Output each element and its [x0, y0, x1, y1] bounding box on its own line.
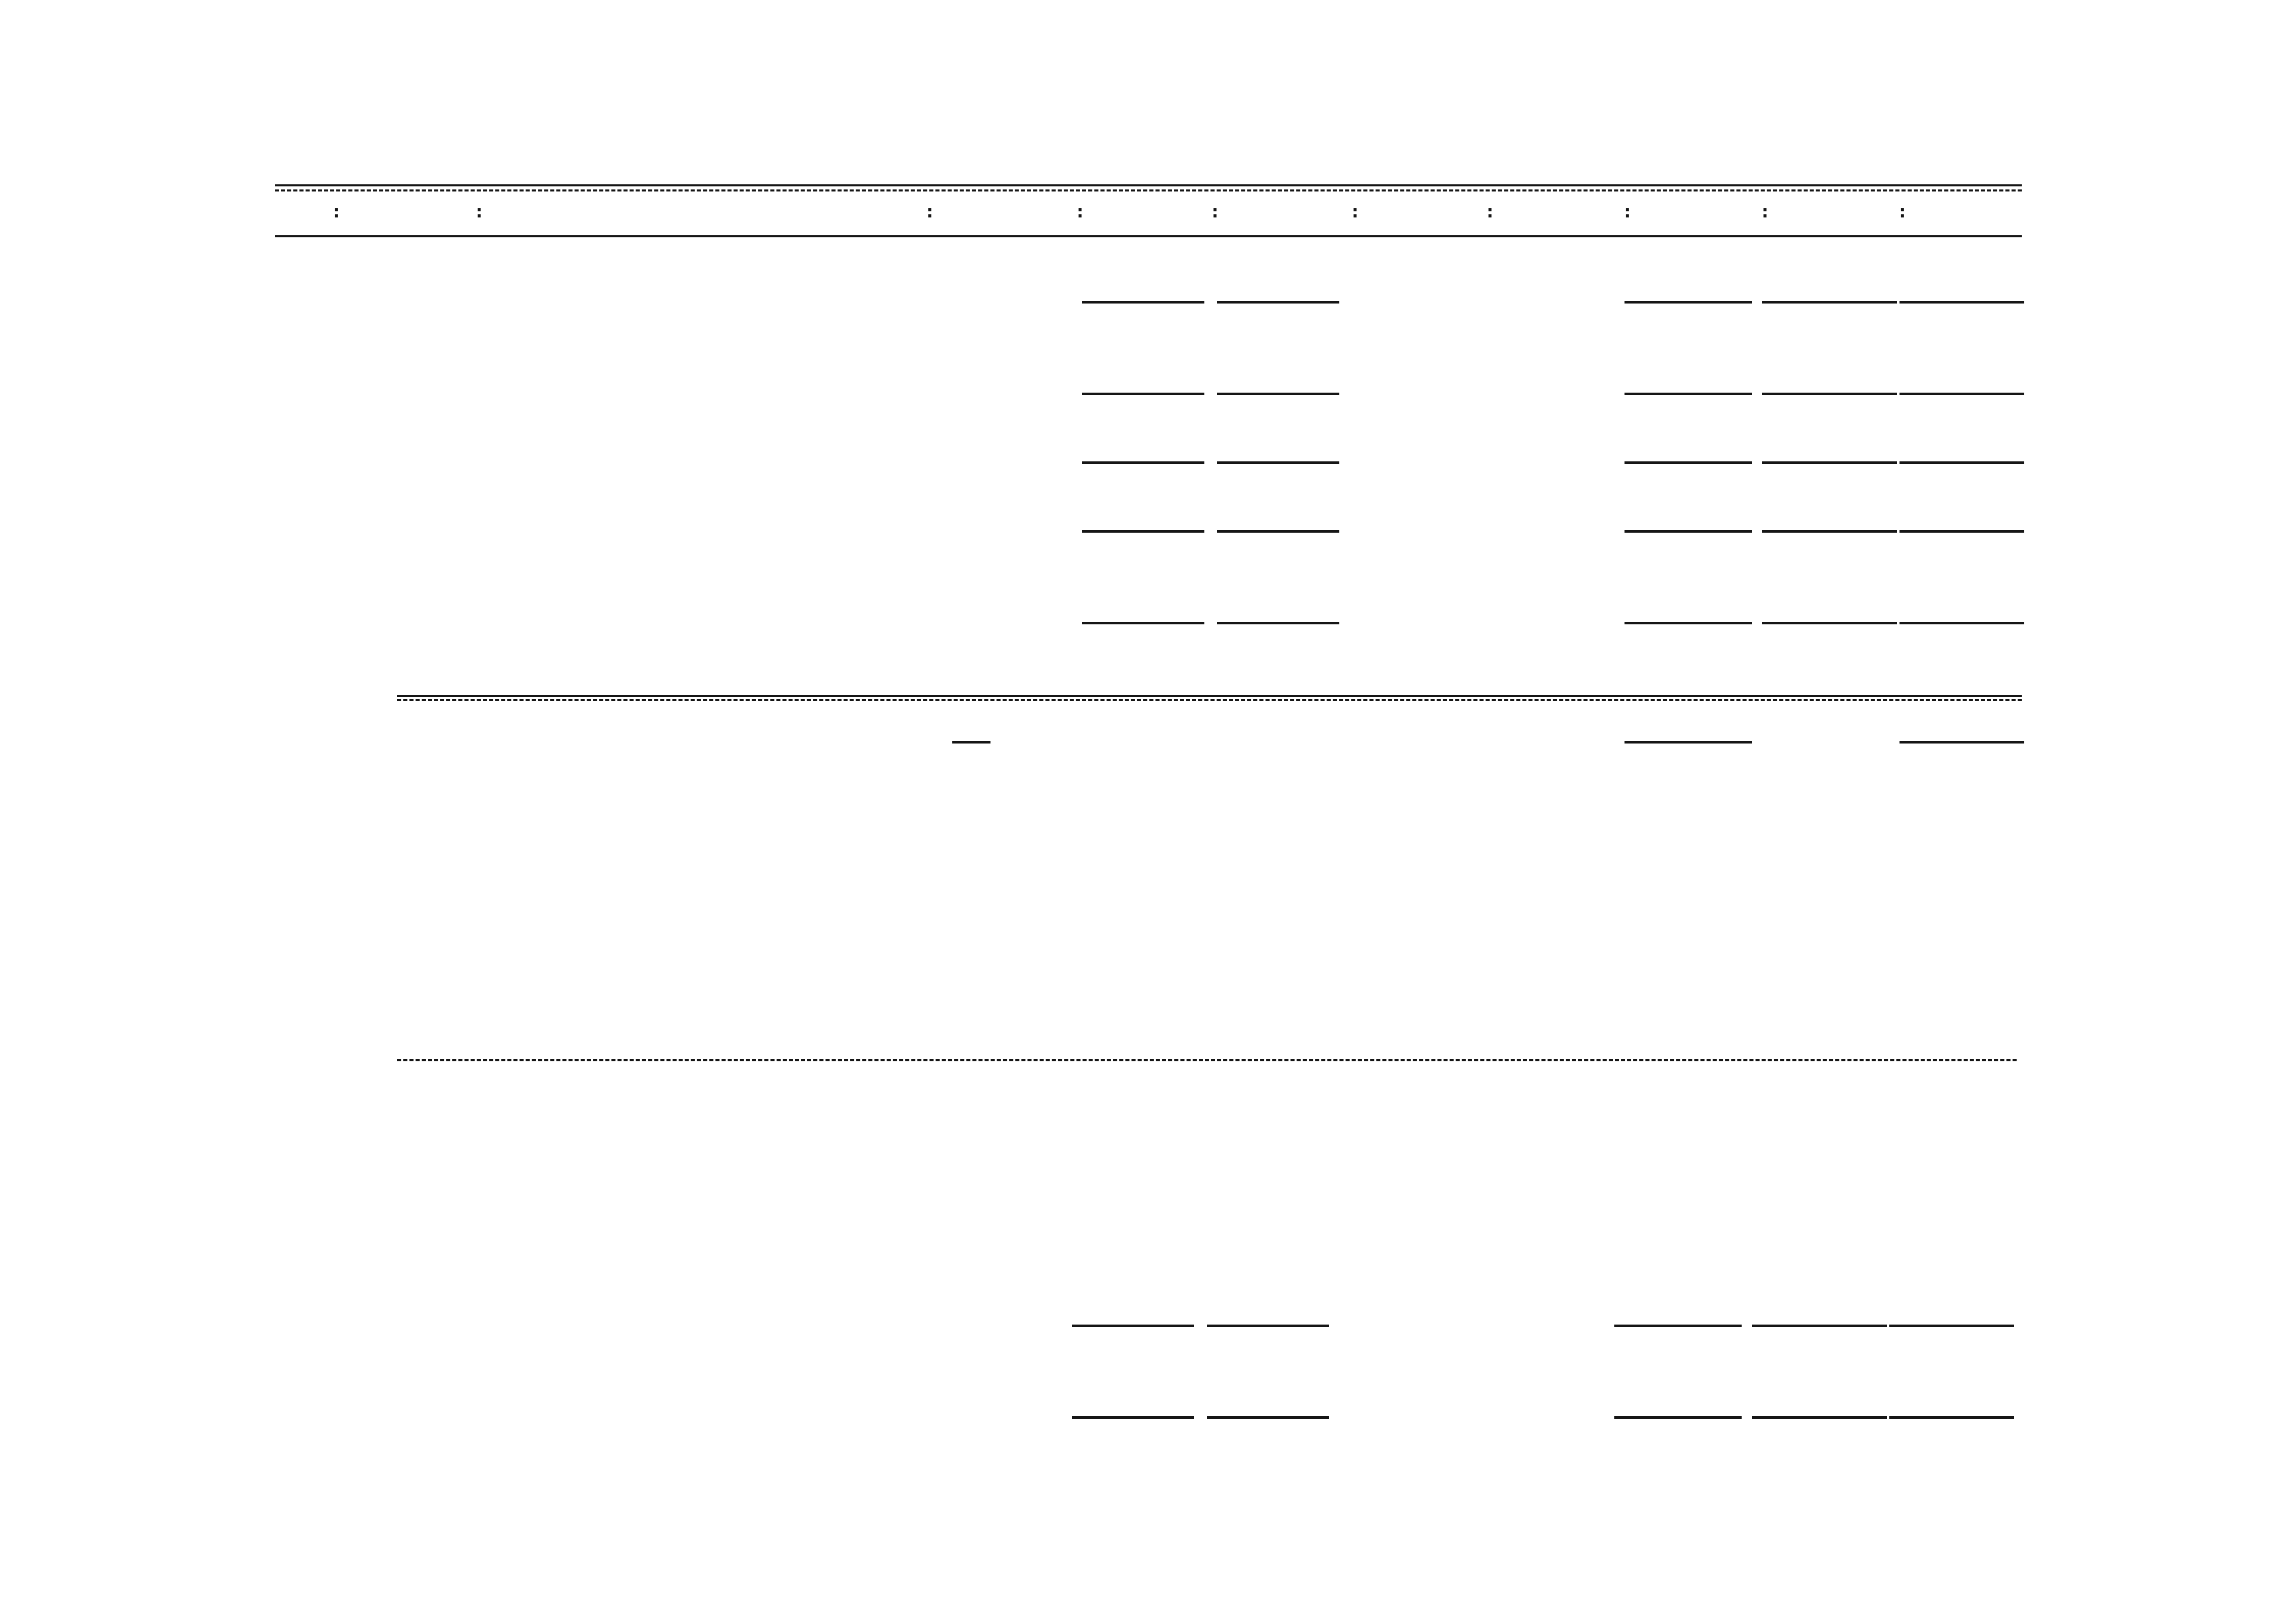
table-header-rule: [275, 235, 2022, 237]
subtotal-rule: [1207, 1416, 1329, 1419]
subtotal-rule: [1889, 1325, 2014, 1327]
column-separator: :: [1209, 201, 1221, 222]
subtotal-rule: [1899, 622, 2024, 624]
subtotal-rule: [1082, 461, 1204, 464]
subtotal-rule: [1762, 530, 1897, 533]
subtotal-rule: [1762, 393, 1897, 395]
column-separator: :: [1484, 201, 1496, 222]
subtotal-rule: [1899, 530, 2024, 533]
subtotal-rule: [1625, 741, 1752, 744]
rub-rule: [952, 741, 990, 744]
subtotal-rule: [1082, 530, 1204, 533]
subtotal-rule: [1614, 1416, 1742, 1419]
column-separator: :: [1075, 201, 1086, 222]
section-total-rule: [397, 1059, 2017, 1061]
subtotal-rule: [1072, 1416, 1194, 1419]
column-separator: :: [1759, 201, 1771, 222]
subtotal-rule: [1217, 530, 1339, 533]
subtotal-rule: [1899, 461, 2024, 464]
subtotal-rule: [1082, 301, 1204, 304]
subtotal-rule: [1082, 622, 1204, 624]
subtotal-rule: [1899, 741, 2024, 744]
subtotal-rule: [1217, 301, 1339, 304]
totals-top-rule-2: [397, 699, 2022, 701]
subtotal-rule: [1217, 393, 1339, 395]
column-separator: :: [924, 201, 935, 222]
subtotal-rule: [1614, 1325, 1742, 1327]
column-separator: :: [1897, 201, 1908, 222]
column-separator: :: [1622, 201, 1633, 222]
subtotal-rule: [1889, 1416, 2014, 1419]
subtotal-rule: [1217, 461, 1339, 464]
column-separator: :: [1350, 201, 1361, 222]
subtotal-rule: [1762, 461, 1897, 464]
subtotal-rule: [1625, 530, 1752, 533]
table-top-rule-2: [275, 189, 2022, 191]
subtotal-rule: [1625, 301, 1752, 304]
subtotal-rule: [1625, 622, 1752, 624]
subtotal-rule: [1207, 1325, 1329, 1327]
column-separator: :: [474, 201, 485, 222]
subtotal-rule: [1899, 301, 2024, 304]
subtotal-rule: [1082, 393, 1204, 395]
subtotal-rule: [1072, 1325, 1194, 1327]
subtotal-rule: [1762, 622, 1897, 624]
column-separator: :: [331, 201, 342, 222]
subtotal-rule: [1625, 393, 1752, 395]
subtotal-rule: [1217, 622, 1339, 624]
subtotal-rule: [1762, 301, 1897, 304]
table-top-rule: [275, 184, 2022, 186]
subtotal-rule: [1899, 393, 2024, 395]
subtotal-rule: [1752, 1325, 1887, 1327]
totals-top-rule: [397, 695, 2022, 697]
subtotal-rule: [1625, 461, 1752, 464]
subtotal-rule: [1752, 1416, 1887, 1419]
